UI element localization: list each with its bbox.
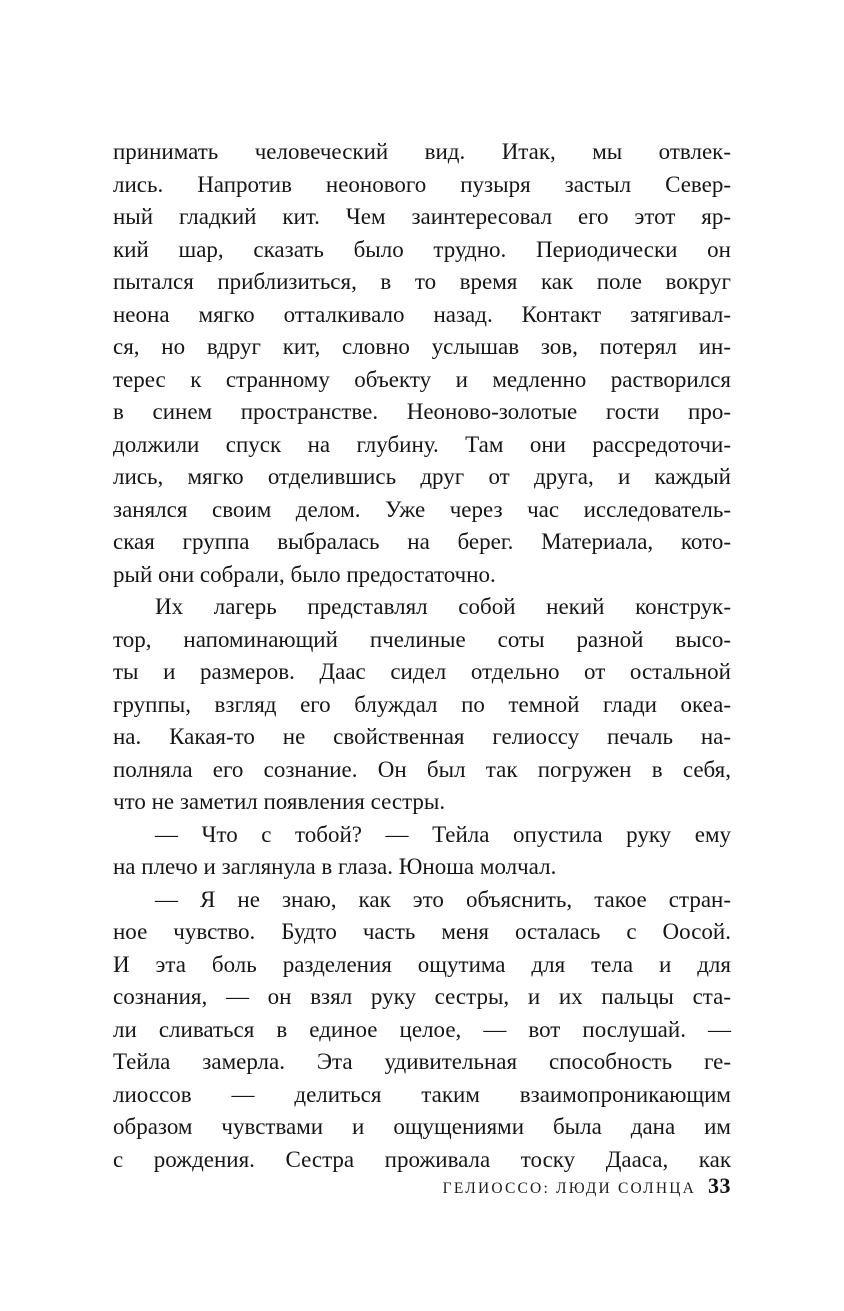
- text-line: полняла его сознание. Он был так погружен в себя,: [113, 756, 731, 782]
- text-line: — Что с тобой? — Тейла опустила руку ему: [155, 821, 731, 847]
- text-line: пытался приблизиться, в то время как поле вокруг: [113, 269, 731, 294]
- text-line: ты и размеров. Даас сидел отдельно от остальной: [113, 659, 731, 684]
- text-line: кий шар, сказать было трудно. Периодически он: [113, 236, 731, 262]
- text-line: должили спуск на глубину. Там они рассредоточи-: [113, 431, 731, 457]
- text-line: Тейла замерла. Эта удивительная способность ге-: [113, 1049, 731, 1074]
- text-line: в синем пространстве. Неоново-золотые гости про-: [113, 399, 731, 424]
- text-line: терес к странному объекту и медленно растворился: [113, 366, 731, 392]
- text-line: лись. Напротив неонового пузыря застыл Север-: [113, 171, 731, 197]
- text-line: ное чувство. Будто часть меня осталась с Оосой.: [113, 919, 731, 944]
- text-line: лись, мягко отделившись друг от друга, и каждый: [113, 464, 731, 489]
- text-line: сознания, — он взял руку сестры, и их пальцы ста-: [113, 984, 731, 1009]
- text-line: И эта боль разделения ощутима для тела и для: [113, 951, 731, 977]
- running-title: ГЕЛИОССО: ЛЮДИ СОЛНЦА: [442, 1180, 696, 1197]
- text-line: на плечо и заглянула в глаза. Юноша молчал.: [113, 854, 557, 879]
- text-line: ся, но вдруг кит, словно услышав зов, потерял ин-: [113, 334, 731, 359]
- text-line: тор, напоминающий пчелиные соты разной высо-: [113, 626, 731, 652]
- paragraph: [113, 591, 731, 819]
- text-line: — Я не знаю, как это объяснить, такое стран-: [155, 886, 731, 912]
- page-number: 33: [708, 1173, 731, 1198]
- text-line: рый они собрали, было предостаточно.: [113, 561, 496, 587]
- paragraph: [113, 136, 731, 591]
- text-line: на. Какая-то не свойственная гелиоссу печаль на-: [113, 724, 731, 749]
- page-footer: [113, 1173, 731, 1199]
- text-line: группы, взгляд его блуждал по темной глади океа-: [113, 691, 731, 717]
- text-line: с рождения. Сестра проживала тоску Дааса, как: [113, 1146, 731, 1172]
- text-line: ли сливаться в единое целое, — вот послушай. —: [113, 1016, 731, 1042]
- paragraph: [113, 884, 731, 1177]
- text-line: лиоссов — делиться таким взаимопроникающим: [113, 1081, 731, 1107]
- text-line: что не заметил появления сестры.: [113, 789, 446, 814]
- text-line: Их лагерь представлял собой некий конструк-: [155, 594, 731, 619]
- text-line: ный гладкий кит. Чем заинтересовал его этот яр-: [113, 204, 731, 229]
- body-text: [113, 136, 731, 1176]
- text-line: занялся своим делом. Уже через час исследователь-: [113, 496, 731, 522]
- text-line: образом чувствами и ощущениями была дана им: [113, 1114, 731, 1139]
- text-line: ская группа выбралась на берег. Материала, кото-: [113, 529, 731, 554]
- text-line: принимать человеческий вид. Итак, мы отвлек-: [113, 139, 731, 164]
- text-line: неона мягко отталкивало назад. Контакт затягивал-: [113, 301, 731, 327]
- paragraph: [113, 819, 731, 884]
